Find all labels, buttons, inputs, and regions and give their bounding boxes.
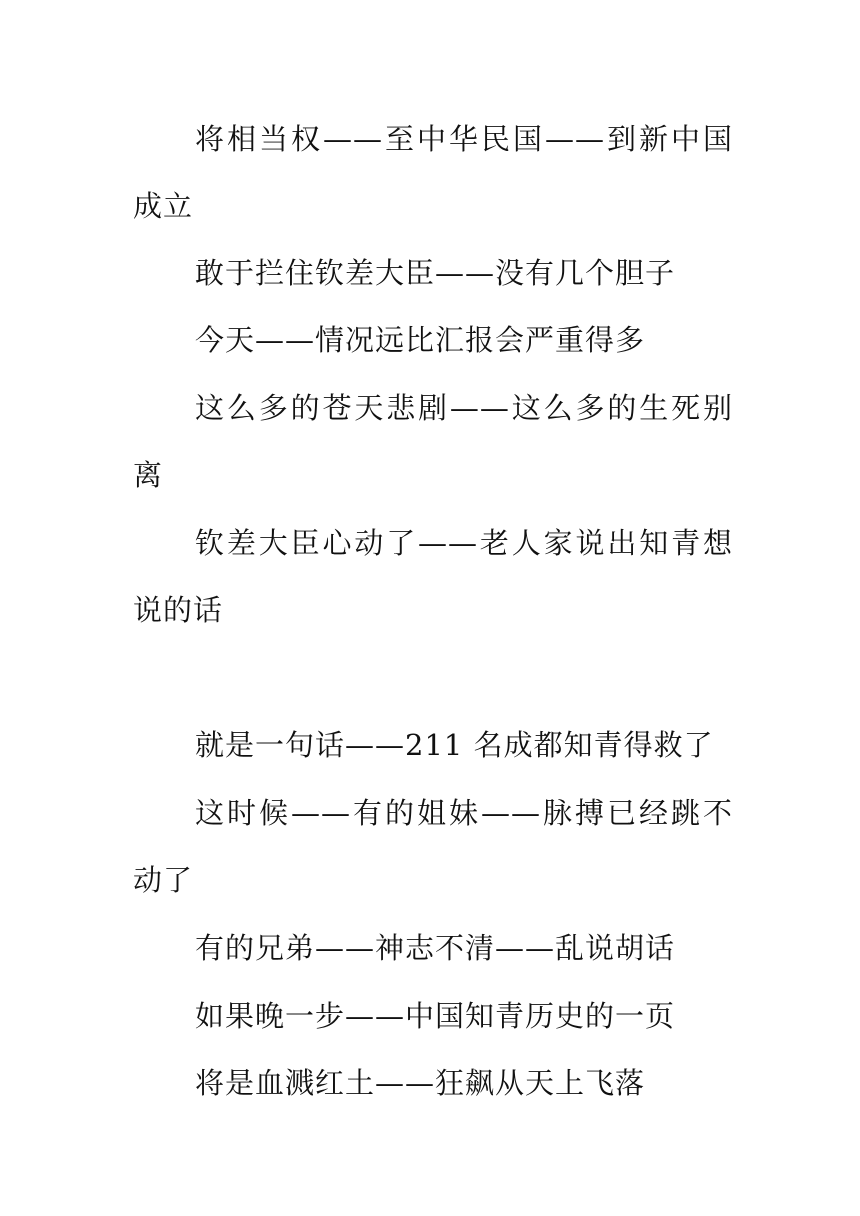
paragraph-9: 如果晚一步——中国知青历史的一页: [195, 999, 676, 1033]
paragraph-4: 这么多的苍天悲剧——这么多的生死别离: [133, 391, 733, 492]
paragraph-5: 钦差大臣心动了——老人家说出知青想说的话: [133, 526, 733, 627]
paragraph-7: 这时候——有的姐妹——脉搏已经跳不动了: [133, 796, 733, 897]
paragraph-2: 敢于拦住钦差大臣——没有几个胆子: [195, 256, 676, 290]
paragraph-3: 今天——情况远比汇报会严重得多: [195, 323, 646, 357]
paragraph-1: 将相当权——至中华民国——到新中国成立: [133, 122, 733, 223]
paragraph-10: 将是血溅红土——狂飙从天上飞落: [195, 1066, 646, 1100]
paragraph-8: 有的兄弟——神志不清——乱说胡话: [195, 931, 676, 965]
paragraph-6: 就是一句话——211 名成都知青得救了: [195, 728, 714, 762]
